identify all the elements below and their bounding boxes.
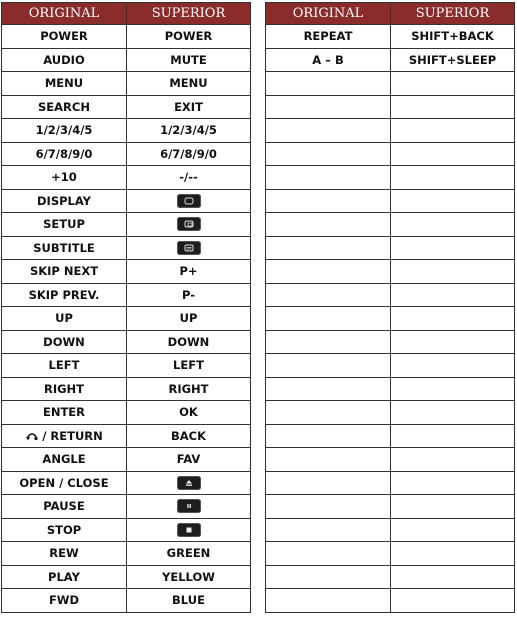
original-cell bbox=[2, 307, 127, 331]
superior-cell-label: LEFT bbox=[173, 358, 204, 373]
empty-cell bbox=[266, 448, 391, 472]
original-cell bbox=[2, 448, 127, 472]
empty-table-row bbox=[266, 495, 515, 519]
empty-table-row bbox=[266, 518, 515, 542]
table-row bbox=[2, 565, 251, 589]
table-row bbox=[2, 495, 251, 519]
table-row bbox=[2, 260, 251, 284]
original-cell bbox=[266, 48, 391, 72]
right-mapping-table bbox=[265, 2, 515, 613]
original-cell bbox=[2, 213, 127, 237]
table-row bbox=[2, 283, 251, 307]
empty-cell bbox=[266, 518, 391, 542]
empty-cell bbox=[391, 213, 515, 237]
table-row bbox=[2, 307, 251, 331]
table-row bbox=[2, 48, 251, 72]
empty-table-row bbox=[266, 424, 515, 448]
superior-cell-label: UP bbox=[179, 311, 198, 326]
empty-cell bbox=[266, 330, 391, 354]
empty-table-row bbox=[266, 542, 515, 566]
empty-table-row bbox=[266, 401, 515, 425]
empty-table-row bbox=[266, 307, 515, 331]
table-row bbox=[2, 330, 251, 354]
empty-cell bbox=[391, 142, 515, 166]
table-row bbox=[2, 72, 251, 96]
superior-cell bbox=[127, 424, 251, 448]
superior-cell-label: 6/7/8/9/0 bbox=[160, 146, 217, 161]
empty-cell bbox=[391, 542, 515, 566]
superior-cell bbox=[127, 518, 251, 542]
original-cell-label: REW bbox=[49, 546, 79, 561]
superior-cell bbox=[127, 307, 251, 331]
table-row bbox=[2, 589, 251, 613]
empty-cell bbox=[391, 354, 515, 378]
superior-cell bbox=[127, 354, 251, 378]
superior-cell bbox=[127, 495, 251, 519]
original-cell-label: PAUSE bbox=[43, 499, 85, 514]
empty-table-row bbox=[266, 72, 515, 96]
empty-cell bbox=[266, 565, 391, 589]
original-cell bbox=[2, 377, 127, 401]
header-original: ORIGINAL bbox=[266, 3, 391, 25]
original-cell bbox=[2, 471, 127, 495]
text-lines-button-icon bbox=[177, 241, 201, 255]
table-row bbox=[2, 424, 251, 448]
superior-cell-label: BLUE bbox=[172, 593, 205, 608]
empty-cell bbox=[391, 589, 515, 613]
empty-cell bbox=[266, 166, 391, 190]
empty-cell bbox=[391, 495, 515, 519]
empty-table-row bbox=[266, 283, 515, 307]
superior-cell bbox=[127, 236, 251, 260]
table-row bbox=[2, 542, 251, 566]
empty-cell bbox=[391, 283, 515, 307]
superior-cell bbox=[127, 448, 251, 472]
superior-cell bbox=[127, 471, 251, 495]
superior-cell-label: BACK bbox=[170, 428, 207, 443]
empty-cell bbox=[266, 401, 391, 425]
original-cell-label: +10 bbox=[51, 170, 77, 185]
pause-button-icon bbox=[177, 499, 201, 513]
table-row bbox=[266, 25, 515, 49]
header-original: ORIGINAL bbox=[2, 3, 127, 25]
empty-cell bbox=[391, 260, 515, 284]
table-row bbox=[2, 142, 251, 166]
empty-cell bbox=[391, 401, 515, 425]
superior-cell bbox=[127, 283, 251, 307]
superior-cell-label: P- bbox=[182, 287, 195, 302]
superior-cell bbox=[127, 142, 251, 166]
empty-cell bbox=[266, 260, 391, 284]
original-cell-label: DISPLAY bbox=[37, 193, 91, 208]
original-cell bbox=[2, 542, 127, 566]
table-row bbox=[2, 25, 251, 49]
empty-table-row bbox=[266, 236, 515, 260]
empty-cell bbox=[391, 471, 515, 495]
original-cell-label: / RETURN bbox=[42, 428, 103, 443]
empty-table-row bbox=[266, 448, 515, 472]
empty-cell bbox=[391, 236, 515, 260]
table-row bbox=[2, 354, 251, 378]
table-row bbox=[266, 48, 515, 72]
superior-cell bbox=[127, 72, 251, 96]
empty-cell bbox=[391, 307, 515, 331]
superior-cell-label: GREEN bbox=[166, 546, 211, 561]
empty-cell bbox=[391, 166, 515, 190]
empty-cell bbox=[266, 495, 391, 519]
table-row bbox=[2, 119, 251, 143]
empty-table-row bbox=[266, 95, 515, 119]
superior-cell bbox=[127, 213, 251, 237]
superior-cell bbox=[391, 48, 515, 72]
header-row bbox=[266, 3, 515, 25]
empty-table-row bbox=[266, 166, 515, 190]
superior-cell bbox=[127, 119, 251, 143]
superior-cell bbox=[127, 189, 251, 213]
original-cell bbox=[2, 236, 127, 260]
original-cell-label: FWD bbox=[48, 593, 80, 608]
original-cell bbox=[2, 119, 127, 143]
empty-table-row bbox=[266, 589, 515, 613]
empty-cell bbox=[266, 72, 391, 96]
original-cell bbox=[2, 424, 127, 448]
table-row bbox=[2, 448, 251, 472]
superior-cell-label: P+ bbox=[179, 264, 198, 279]
original-cell-label: 1/2/3/4/5 bbox=[35, 123, 93, 138]
empty-cell bbox=[391, 377, 515, 401]
empty-table-row bbox=[266, 330, 515, 354]
empty-cell bbox=[266, 189, 391, 213]
original-cell-label: SUBTITLE bbox=[33, 240, 95, 255]
superior-cell-label: SHIFT+SLEEP bbox=[408, 52, 497, 67]
superior-cell-label: DOWN bbox=[167, 334, 210, 349]
empty-cell bbox=[266, 354, 391, 378]
original-cell bbox=[2, 495, 127, 519]
original-cell-label: DOWN bbox=[43, 334, 85, 349]
table-row bbox=[2, 166, 251, 190]
superior-cell bbox=[127, 48, 251, 72]
superior-cell bbox=[127, 260, 251, 284]
table-row bbox=[2, 377, 251, 401]
empty-cell bbox=[391, 330, 515, 354]
return-arrow-icon bbox=[25, 429, 39, 443]
original-cell-label: SEARCH bbox=[38, 99, 90, 114]
original-cell bbox=[2, 95, 127, 119]
left-mapping-table bbox=[1, 2, 251, 613]
empty-cell bbox=[391, 448, 515, 472]
original-cell bbox=[2, 589, 127, 613]
header-superior: SUPERIOR bbox=[391, 3, 515, 25]
superior-cell bbox=[127, 542, 251, 566]
empty-table-row bbox=[266, 213, 515, 237]
superior-cell bbox=[127, 25, 251, 49]
original-cell-label: 6/7/8/9/0 bbox=[35, 146, 93, 161]
original-cell-label: PLAY bbox=[48, 569, 80, 584]
original-cell-label: SETUP bbox=[43, 217, 85, 232]
original-cell-label: RIGHT bbox=[43, 381, 85, 396]
empty-table-row bbox=[266, 377, 515, 401]
table-row bbox=[2, 213, 251, 237]
superior-cell bbox=[391, 25, 515, 49]
empty-cell bbox=[266, 377, 391, 401]
superior-cell-label: RIGHT bbox=[168, 381, 209, 396]
superior-cell bbox=[127, 589, 251, 613]
original-cell bbox=[2, 401, 127, 425]
superior-cell-label: MENU bbox=[169, 76, 208, 91]
table-row bbox=[2, 189, 251, 213]
original-cell-label: REPEAT bbox=[303, 29, 353, 44]
original-cell-label: SKIP PREV. bbox=[28, 287, 100, 302]
superior-cell-label: YELLOW bbox=[162, 569, 215, 584]
subpage-button-icon bbox=[177, 217, 201, 231]
empty-cell bbox=[266, 542, 391, 566]
superior-cell bbox=[127, 401, 251, 425]
rounded-square-button-icon bbox=[177, 194, 201, 208]
empty-cell bbox=[266, 283, 391, 307]
original-cell-label: OPEN / CLOSE bbox=[19, 475, 109, 490]
eject-button-icon bbox=[177, 476, 201, 490]
empty-cell bbox=[391, 424, 515, 448]
superior-cell-label: OK bbox=[179, 405, 198, 420]
empty-table-row bbox=[266, 142, 515, 166]
table-row bbox=[2, 95, 251, 119]
original-cell-label: A – B bbox=[312, 52, 344, 67]
superior-cell bbox=[127, 377, 251, 401]
superior-cell bbox=[127, 565, 251, 589]
superior-cell-label: 1/2/3/4/5 bbox=[160, 123, 217, 138]
original-cell bbox=[2, 283, 127, 307]
empty-cell bbox=[391, 119, 515, 143]
empty-cell bbox=[266, 95, 391, 119]
original-cell-label: UP bbox=[55, 311, 73, 326]
empty-cell bbox=[266, 119, 391, 143]
empty-cell bbox=[391, 72, 515, 96]
original-cell bbox=[2, 518, 127, 542]
original-cell bbox=[2, 142, 127, 166]
table-row bbox=[2, 518, 251, 542]
superior-cell-label: FAV bbox=[176, 452, 201, 467]
table-row bbox=[2, 471, 251, 495]
table-row bbox=[2, 236, 251, 260]
original-cell-label: STOP bbox=[46, 522, 82, 537]
original-cell bbox=[2, 25, 127, 49]
superior-cell-label: POWER bbox=[164, 29, 213, 44]
original-cell bbox=[2, 330, 127, 354]
empty-cell bbox=[266, 213, 391, 237]
original-cell bbox=[2, 189, 127, 213]
superior-cell-label: MUTE bbox=[170, 52, 207, 67]
superior-cell-label: SHIFT+BACK bbox=[411, 29, 494, 44]
header-superior: SUPERIOR bbox=[127, 3, 251, 25]
original-cell bbox=[2, 260, 127, 284]
empty-cell bbox=[391, 95, 515, 119]
empty-table-row bbox=[266, 471, 515, 495]
table-row bbox=[2, 401, 251, 425]
original-cell bbox=[2, 166, 127, 190]
empty-table-row bbox=[266, 119, 515, 143]
empty-cell bbox=[266, 424, 391, 448]
empty-cell bbox=[266, 471, 391, 495]
original-cell bbox=[2, 48, 127, 72]
original-cell bbox=[2, 354, 127, 378]
empty-cell bbox=[391, 565, 515, 589]
stop-button-icon bbox=[177, 523, 201, 537]
empty-table-row bbox=[266, 565, 515, 589]
empty-cell bbox=[266, 589, 391, 613]
empty-cell bbox=[266, 142, 391, 166]
original-cell-label: AUDIO bbox=[43, 52, 85, 67]
header-row bbox=[2, 3, 251, 25]
superior-cell bbox=[127, 166, 251, 190]
superior-cell-label: EXIT bbox=[174, 99, 203, 114]
empty-cell bbox=[266, 236, 391, 260]
original-cell-label: ANGLE bbox=[42, 452, 86, 467]
original-cell-label: ENTER bbox=[42, 405, 86, 420]
superior-cell bbox=[127, 95, 251, 119]
original-cell bbox=[2, 565, 127, 589]
empty-table-row bbox=[266, 354, 515, 378]
superior-cell-label: -/-- bbox=[179, 170, 198, 185]
superior-cell bbox=[127, 330, 251, 354]
original-cell-label: MENU bbox=[44, 76, 84, 91]
empty-table-row bbox=[266, 260, 515, 284]
original-cell-label: LEFT bbox=[48, 358, 80, 373]
original-cell bbox=[2, 72, 127, 96]
empty-table-row bbox=[266, 189, 515, 213]
empty-cell bbox=[391, 518, 515, 542]
original-cell-label: SKIP NEXT bbox=[29, 264, 99, 279]
original-cell bbox=[266, 25, 391, 49]
empty-cell bbox=[391, 189, 515, 213]
original-cell-label: POWER bbox=[40, 29, 88, 44]
empty-cell bbox=[266, 307, 391, 331]
